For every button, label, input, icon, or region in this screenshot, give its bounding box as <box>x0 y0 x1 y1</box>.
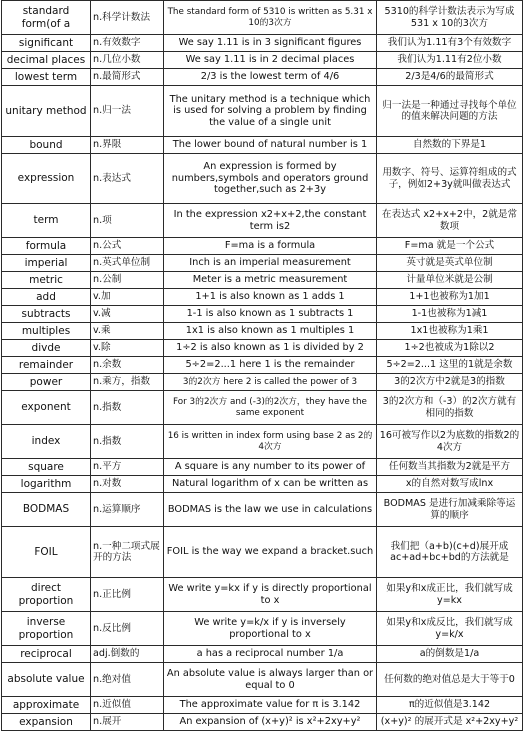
chinese-translation-cell: BODMAS 是进行加减乘除等运算的顺序 <box>377 493 523 527</box>
term-cell: lowest term <box>2 69 91 86</box>
term-cell: metric <box>2 272 91 289</box>
chinese-translation-cell: 16可被写作以2为底数的指数2的4次方 <box>377 425 523 459</box>
english-example-cell: 2/3 is the lowest term of 4/6 <box>164 69 377 86</box>
english-example-cell: 1÷2 is also known as 1 is divided by 2 <box>164 340 377 357</box>
table-row <box>2 272 523 289</box>
part-of-speech-cell: n.表达式 <box>91 154 164 204</box>
table-row <box>2 697 523 714</box>
chinese-translation-cell: 用数字、符号、运算符组成的式子，例如2+3y就叫做表达式 <box>377 154 523 204</box>
term-cell: standard form(of a <box>2 1 91 35</box>
vocabulary-table <box>1 0 523 731</box>
english-example-cell: For 3的2次方 and (-3)的2次方，they have the same exponent <box>164 391 377 425</box>
part-of-speech-cell: n.项 <box>91 204 164 238</box>
english-example-cell: BODMAS is the law we use in calculations <box>164 493 377 527</box>
table-row <box>2 204 523 238</box>
chinese-translation-cell: x的自然对数写成lnx <box>377 476 523 493</box>
chinese-translation-cell: 任何数的绝对值总是大于等于0 <box>377 663 523 697</box>
term-cell: decimal places <box>2 52 91 69</box>
english-example-cell: An expression is formed by numbers,symbols and operators ground together,such as 2+3y <box>164 154 377 204</box>
table-row <box>2 323 523 340</box>
chinese-translation-cell: 如果y和x成正比，我们就写成y=kx <box>377 578 523 612</box>
english-example-cell: 1x1 is also known as 1 multiples 1 <box>164 323 377 340</box>
english-example-cell: We write y=k/x if y is inversely proportional to x <box>164 612 377 646</box>
table-row <box>2 714 523 731</box>
chinese-translation-cell: 5310的科学计数法表示为写成531 x 10的3次方 <box>377 1 523 35</box>
english-example-cell: An expansion of (x+y)² is x²+2xy+y² <box>164 714 377 731</box>
table-row <box>2 154 523 204</box>
chinese-translation-cell: 我们认为1.11有2位小数 <box>377 52 523 69</box>
part-of-speech-cell: n.几位小数 <box>91 52 164 69</box>
english-example-cell: We write y=kx if y is directly proportional to x <box>164 578 377 612</box>
chinese-translation-cell: 2/3是4/6的最简形式 <box>377 69 523 86</box>
table-row <box>2 289 523 306</box>
english-example-cell: 3的2次方 here 2 is called the power of 3 <box>164 374 377 391</box>
chinese-translation-cell: 在表达式 x2+x+2中，2就是常数项 <box>377 204 523 238</box>
part-of-speech-cell: v.加 <box>91 289 164 306</box>
table-row <box>2 459 523 476</box>
term-cell: exponent <box>2 391 91 425</box>
english-example-cell: An absolute value is always larger than or equal to 0 <box>164 663 377 697</box>
english-example-cell: We say 1.11 is in 3 significant figures <box>164 35 377 52</box>
table-row <box>2 255 523 272</box>
part-of-speech-cell: n.归一法 <box>91 86 164 137</box>
chinese-translation-cell: 我们认为1.11有3个有效数字 <box>377 35 523 52</box>
part-of-speech-cell: n.有效数字 <box>91 35 164 52</box>
english-example-cell: We say 1.11 is in 2 decimal places <box>164 52 377 69</box>
table-row <box>2 612 523 646</box>
part-of-speech-cell: adj.倒数的 <box>91 646 164 663</box>
term-cell: FOIL <box>2 527 91 578</box>
table-row <box>2 69 523 86</box>
term-cell: approximate <box>2 697 91 714</box>
table-row <box>2 52 523 69</box>
part-of-speech-cell: n.一种二项式展开的方法 <box>91 527 164 578</box>
part-of-speech-cell: n.界限 <box>91 137 164 154</box>
english-example-cell: In the expression x2+x+2,the constant term is2 <box>164 204 377 238</box>
part-of-speech-cell: n.近似值 <box>91 697 164 714</box>
chinese-translation-cell: 3的2次方中2就是3的指数 <box>377 374 523 391</box>
table-row <box>2 306 523 323</box>
table-row <box>2 527 523 578</box>
chinese-translation-cell: 1-1也被称为1减1 <box>377 306 523 323</box>
part-of-speech-cell: n.科学计数法 <box>91 1 164 35</box>
term-cell: term <box>2 204 91 238</box>
english-example-cell: The standard form of 5310 is written as 5.31 x 10的3次方 <box>164 1 377 35</box>
english-example-cell: The lower bound of natural number is 1 <box>164 137 377 154</box>
part-of-speech-cell: n.运算顺序 <box>91 493 164 527</box>
english-example-cell: Natural logarithm of x can be written as <box>164 476 377 493</box>
english-example-cell: A square is any number to its power of <box>164 459 377 476</box>
table-row <box>2 493 523 527</box>
part-of-speech-cell: n.指数 <box>91 425 164 459</box>
english-example-cell: a has a reciprocal number 1/a <box>164 646 377 663</box>
part-of-speech-cell: n.乘方，指数 <box>91 374 164 391</box>
table-row <box>2 1 523 35</box>
chinese-translation-cell: a的倒数是1/a <box>377 646 523 663</box>
part-of-speech-cell: n.反比例 <box>91 612 164 646</box>
term-cell: bound <box>2 137 91 154</box>
term-cell: direct proportion <box>2 578 91 612</box>
term-cell: expression <box>2 154 91 204</box>
chinese-translation-cell: 1x1也被称为1乘1 <box>377 323 523 340</box>
chinese-translation-cell: 我们把（a+b)(c+d)展开成ac+ad+bc+bd的方法就是 <box>377 527 523 578</box>
english-example-cell: The approximate value for π is 3.142 <box>164 697 377 714</box>
chinese-translation-cell: 计量单位米就是公制 <box>377 272 523 289</box>
table-row <box>2 374 523 391</box>
table-row <box>2 137 523 154</box>
english-example-cell: FOIL is the way we expand a bracket.such <box>164 527 377 578</box>
part-of-speech-cell: n.余数 <box>91 357 164 374</box>
chinese-translation-cell: π的近似值是3.142 <box>377 697 523 714</box>
table-row <box>2 86 523 137</box>
part-of-speech-cell: n.英式单位制 <box>91 255 164 272</box>
term-cell: index <box>2 425 91 459</box>
part-of-speech-cell: v.除 <box>91 340 164 357</box>
chinese-translation-cell: 3的2次方和（-3）的2次方就有相同的指数 <box>377 391 523 425</box>
term-cell: formula <box>2 238 91 255</box>
part-of-speech-cell: n.正比例 <box>91 578 164 612</box>
chinese-translation-cell: (x+y)² 的展开式是 x²+2xy+y² <box>377 714 523 731</box>
table-row <box>2 476 523 493</box>
table-row <box>2 578 523 612</box>
table-row <box>2 391 523 425</box>
part-of-speech-cell: v.乘 <box>91 323 164 340</box>
table-row <box>2 646 523 663</box>
english-example-cell: Inch is an imperial measurement <box>164 255 377 272</box>
part-of-speech-cell: v.减 <box>91 306 164 323</box>
term-cell: expansion <box>2 714 91 731</box>
part-of-speech-cell: n.绝对值 <box>91 663 164 697</box>
part-of-speech-cell: n.公式 <box>91 238 164 255</box>
term-cell: power <box>2 374 91 391</box>
chinese-translation-cell: 归一法是一种通过寻找每个单位的值来解决问题的方法 <box>377 86 523 137</box>
term-cell: logarithm <box>2 476 91 493</box>
chinese-translation-cell: 英寸就是英式单位制 <box>377 255 523 272</box>
english-example-cell: The unitary method is a technique which is used for solving a problem by finding the value of a single unit <box>164 86 377 137</box>
table-row <box>2 357 523 374</box>
term-cell: unitary method <box>2 86 91 137</box>
chinese-translation-cell: 如果y和x成反比，我们就写成y=k/x <box>377 612 523 646</box>
term-cell: multiples <box>2 323 91 340</box>
chinese-translation-cell: F=ma 就是一个公式 <box>377 238 523 255</box>
part-of-speech-cell: n.最简形式 <box>91 69 164 86</box>
english-example-cell: 16 is written in index form using base 2 as 2的4次方 <box>164 425 377 459</box>
term-cell: BODMAS <box>2 493 91 527</box>
part-of-speech-cell: n.平方 <box>91 459 164 476</box>
english-example-cell: Meter is a metric measurement <box>164 272 377 289</box>
chinese-translation-cell: 自然数的下界是1 <box>377 137 523 154</box>
term-cell: divde <box>2 340 91 357</box>
english-example-cell: 1-1 is also known as 1 subtracts 1 <box>164 306 377 323</box>
chinese-translation-cell: 1+1也被称为1加1 <box>377 289 523 306</box>
term-cell: add <box>2 289 91 306</box>
term-cell: subtracts <box>2 306 91 323</box>
term-cell: significant <box>2 35 91 52</box>
chinese-translation-cell: 1÷2也被成为1除以2 <box>377 340 523 357</box>
term-cell: inverse proportion <box>2 612 91 646</box>
part-of-speech-cell: n.公制 <box>91 272 164 289</box>
term-cell: reciprocal <box>2 646 91 663</box>
table-row <box>2 238 523 255</box>
english-example-cell: F=ma is a formula <box>164 238 377 255</box>
english-example-cell: 1+1 is also known as 1 adds 1 <box>164 289 377 306</box>
table-row <box>2 663 523 697</box>
table-row <box>2 35 523 52</box>
term-cell: absolute value <box>2 663 91 697</box>
term-cell: imperial <box>2 255 91 272</box>
term-cell: remainder <box>2 357 91 374</box>
chinese-translation-cell: 5÷2=2...1 这里的1就是余数 <box>377 357 523 374</box>
chinese-translation-cell: 任何数当其指数为2就是平方 <box>377 459 523 476</box>
part-of-speech-cell: n.指数 <box>91 391 164 425</box>
english-example-cell: 5÷2=2...1 here 1 is the remainder <box>164 357 377 374</box>
term-cell: square <box>2 459 91 476</box>
part-of-speech-cell: n.展开 <box>91 714 164 731</box>
part-of-speech-cell: n.对数 <box>91 476 164 493</box>
table-row <box>2 340 523 357</box>
table-row <box>2 425 523 459</box>
